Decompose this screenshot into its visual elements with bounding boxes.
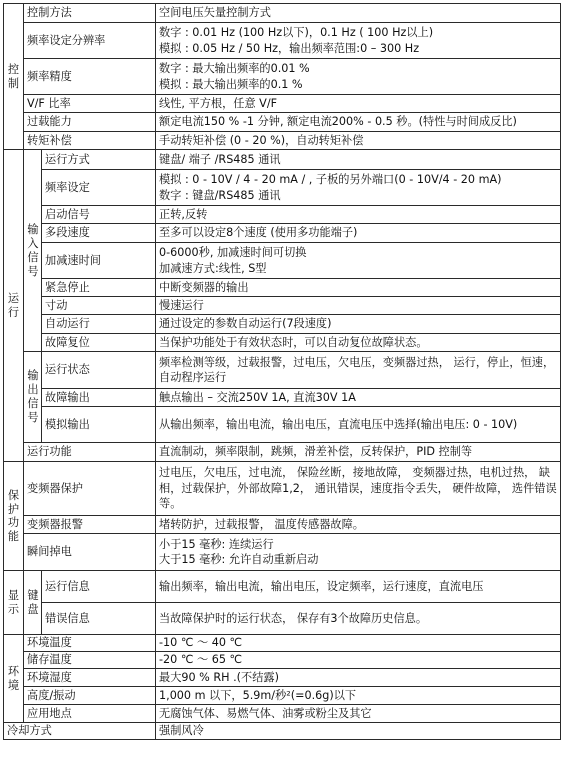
row-value: 过电压，欠电压，过电流， 保险丝断，接地故障， 变频器过热，电机过热， 缺相，过载保护，外部故障1,2， 通讯错误，速度指令丢失， 硬件故障， 选件错误等。	[156, 462, 561, 516]
row-value: 堵转防护，过载报警， 温度传感器故障。	[156, 516, 561, 534]
row-label: 瞬间掉电	[24, 534, 156, 571]
row-value: 至多可以设定8个速度 (使用多功能端子)	[156, 224, 561, 243]
row-label: 错误信息	[42, 603, 156, 635]
row-label: V/F 比率	[24, 95, 156, 113]
row-label: 变频器保护	[24, 462, 156, 516]
row-label: 运行信息	[42, 571, 156, 603]
subcategory-input-signal: 输入信号	[24, 150, 42, 352]
row-value: 频率检测等级，过载报警，过电压，欠电压，变频器过热， 运行，停止，恒速，自动程序运行	[156, 352, 561, 389]
row-value: 数字 : 0.01 Hz (100 Hz以下)，0.1 Hz ( 100 Hz以上) 模拟 : 0.05 Hz / 50 Hz，输出频率范围:0 – 300 Hz	[156, 23, 561, 59]
row-value: 当故障保护时的运行状态， 保存有3个故障历史信息。	[156, 603, 561, 635]
row-value: 小于15 毫秒: 连续运行 大于15 毫秒: 允许自动重新启动	[156, 534, 561, 571]
subcategory-keypad: 键盘	[24, 571, 42, 635]
row-value: 手动转矩补偿 (0 - 20 %)，自动转矩补偿	[156, 132, 561, 150]
row-label: 储存温度	[24, 652, 156, 669]
row-value: 直流制动，频率限制，跳频，滑差补偿，反转保护，PID 控制等	[156, 443, 561, 462]
row-label: 环境湿度	[24, 669, 156, 687]
row-value: 从输出频率，输出电流，输出电压，直流电压中选择(输出电压: 0 - 10V)	[156, 407, 561, 443]
row-label: 故障复位	[42, 334, 156, 352]
row-value: -10 ℃ ～ 40 ℃	[156, 635, 561, 652]
row-label: 高度/振动	[24, 687, 156, 705]
spec-table	[3, 3, 561, 740]
row-label: 运行功能	[24, 443, 156, 462]
row-value: -20 ℃ ～ 65 ℃	[156, 652, 561, 669]
row-label: 自动运行	[42, 315, 156, 334]
category-display: 显示	[4, 571, 24, 635]
row-label: 过载能力	[24, 113, 156, 132]
row-label: 频率精度	[24, 59, 156, 95]
row-value: 额定电流150 % -1 分钟, 额定电流200% - 0.5 秒。(特性与时间成反比)	[156, 113, 561, 132]
row-label: 控制方法	[24, 4, 156, 23]
row-label: 加减速时间	[42, 243, 156, 279]
row-value: 数字 : 最大输出频率的0.01 % 模拟 : 最大输出频率的0.1 %	[156, 59, 561, 95]
row-label: 多段速度	[42, 224, 156, 243]
row-label: 转矩补偿	[24, 132, 156, 150]
category-control: 控制	[4, 4, 24, 150]
row-label: 冷却方式	[4, 723, 156, 740]
row-value: 慢速运行	[156, 297, 561, 315]
row-value: 最大90 % RH .(不结露)	[156, 669, 561, 687]
row-value: 通过设定的参数自动运行(7段速度)	[156, 315, 561, 334]
row-label: 运行状态	[42, 352, 156, 389]
row-label: 模拟输出	[42, 407, 156, 443]
row-value: 输出频率，输出电流，输出电压，设定频率，运行速度，直流电压	[156, 571, 561, 603]
row-label: 寸动	[42, 297, 156, 315]
row-label: 紧急停止	[42, 279, 156, 297]
subcategory-output-signal: 输出信号	[24, 352, 42, 443]
row-value: 中断变频器的输出	[156, 279, 561, 297]
row-value: 正转,反转	[156, 206, 561, 224]
row-value: 强制风冷	[156, 723, 561, 740]
row-label: 频率设定	[42, 170, 156, 206]
row-value: 模拟 : 0 - 10V / 4 - 20 mA / , 子板的另外端口(0 - 10V/4 - 20 mA) 数字 : 键盘/RS485 通讯	[156, 170, 561, 206]
row-label: 变频器报警	[24, 516, 156, 534]
row-value: 键盘/ 端子 /RS485 通讯	[156, 150, 561, 170]
category-environment: 环境	[4, 635, 24, 723]
row-label: 环境温度	[24, 635, 156, 652]
row-value: 线性, 平方根，任意 V/F	[156, 95, 561, 113]
row-label: 应用地点	[24, 705, 156, 723]
row-value: 当保护功能处于有效状态时，可以自动复位故障状态。	[156, 334, 561, 352]
row-label: 启动信号	[42, 206, 156, 224]
row-label: 故障输出	[42, 389, 156, 407]
row-value: 0-6000秒, 加减速时间可切换 加减速方式:线性, S型	[156, 243, 561, 279]
category-protection: 保护功能	[4, 462, 24, 571]
row-value: 触点输出 – 交流250V 1A, 直流30V 1A	[156, 389, 561, 407]
row-value: 1,000 m 以下，5.9m/秒²(=0.6g)以下	[156, 687, 561, 705]
row-value: 无腐蚀气体、易燃气体、油雾或粉尘及其它	[156, 705, 561, 723]
row-value: 空间电压矢量控制方式	[156, 4, 561, 23]
category-operation: 运行	[4, 150, 24, 462]
row-label: 运行方式	[42, 150, 156, 170]
row-label: 频率设定分辨率	[24, 23, 156, 59]
